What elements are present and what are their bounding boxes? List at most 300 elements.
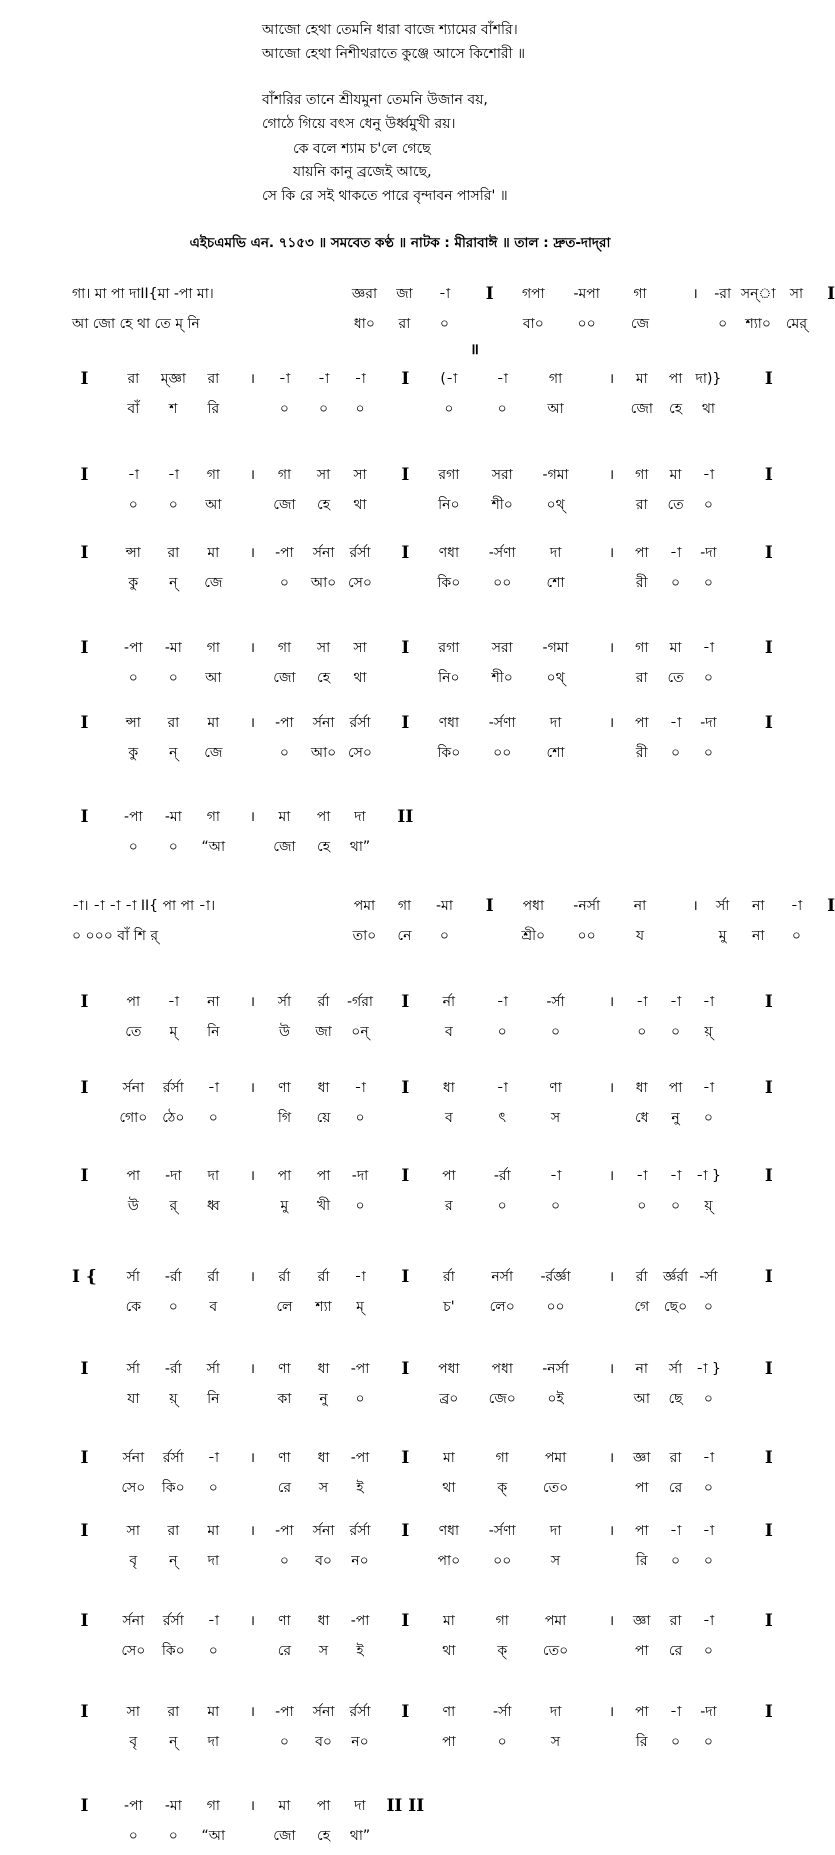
note-cell: পা (634, 1704, 649, 1720)
note-cell: -দা (700, 1704, 717, 1720)
note-cell: না (752, 898, 765, 914)
notation-row (0, 925, 800, 947)
bar-line: I (764, 369, 773, 389)
note-cell: জে (204, 575, 223, 591)
note-cell: -া (702, 1613, 715, 1629)
notation-row (0, 836, 800, 858)
notation-row (0, 464, 800, 486)
note-cell: স (550, 1553, 561, 1569)
note-cell: ণধা (438, 545, 460, 561)
note-cell: মা (442, 1450, 455, 1466)
note-cell: জো (273, 670, 296, 686)
note-cell: -দা (351, 1168, 369, 1184)
note-cell: সন্‌া (740, 286, 776, 302)
note-cell: গা (206, 640, 220, 656)
note-cell: থা” (349, 839, 371, 855)
note-cell: কে (125, 1299, 142, 1315)
note-cell: -র্গরা (347, 994, 373, 1010)
lead-notation: আ জো হে থা তে ম্‌ নি (72, 316, 200, 332)
note-cell: ৎ (498, 1110, 506, 1126)
note-cell: ধা (635, 1080, 648, 1096)
note-cell: । (249, 371, 256, 387)
note-cell: ০০ (493, 575, 512, 591)
bar-line: I (80, 1166, 89, 1186)
note-cell: -র্রা (164, 1269, 182, 1285)
note-cell: ব০ (315, 1553, 332, 1569)
note-cell: ছে (668, 1391, 683, 1407)
note-cell: হে (317, 839, 331, 855)
lyric-line: আজো হেথা তেমনি ধারা বাজে শ্যামের বাঁশরি। (262, 22, 518, 38)
note-cell: ণা (278, 1613, 291, 1629)
note-cell: পধা (491, 1361, 513, 1377)
note-cell: ০০ (493, 1553, 512, 1569)
note-cell: জা (315, 1024, 332, 1040)
note-cell: উ (278, 1024, 290, 1040)
note-cell: ম্‌ (356, 1299, 364, 1315)
note-cell: -া (496, 371, 508, 387)
notation-row (0, 542, 800, 564)
note-cell: রি (207, 401, 220, 417)
note-cell: -গমা (542, 640, 569, 656)
note-cell: ০ (791, 928, 801, 944)
note-cell: দা (207, 1734, 220, 1750)
note-cell: ন্‌ (169, 745, 178, 761)
note-cell: না (633, 898, 647, 914)
note-cell: র্রর্সা (162, 1450, 184, 1466)
note-cell: সে০ (121, 1480, 146, 1496)
bar-line: I (764, 1702, 773, 1722)
note-cell: ০ (703, 575, 713, 591)
note-cell: -পা (350, 1613, 370, 1629)
note-cell: ম্জ্ঞা (160, 371, 186, 387)
note-cell: জো (273, 839, 296, 855)
note-cell: ০ (279, 745, 289, 761)
note-cell: ধা (317, 1450, 330, 1466)
note-cell: ০ (703, 745, 713, 761)
note-cell: ০ (550, 1024, 561, 1040)
note-cell: -মা (164, 640, 182, 656)
notation-row (0, 368, 800, 390)
note-cell: ০ (703, 1391, 713, 1407)
note-cell: নে (397, 928, 412, 944)
note-cell: ০ (439, 316, 449, 332)
note-cell: ০থ্‌ (546, 670, 565, 686)
note-cell: ধা (317, 1080, 330, 1096)
note-cell: পা (316, 809, 331, 825)
note-cell: র্সা (277, 994, 292, 1010)
note-cell: র্সা (126, 1361, 140, 1377)
note-cell: তে০ (542, 1643, 569, 1659)
note-cell: র্সনা (312, 715, 335, 731)
note-cell: ধা০ (353, 316, 375, 332)
bar-line: I (764, 1166, 773, 1186)
note-cell: ০ (497, 1198, 507, 1214)
note-cell: ক্‌ (497, 1480, 508, 1496)
notation-row (0, 667, 800, 689)
notation-row (0, 1447, 800, 1469)
note-cell: । (249, 1269, 256, 1285)
note-cell: ০ (279, 575, 289, 591)
note-cell: র্সনা (312, 545, 335, 561)
note-cell: ০ (670, 1734, 681, 1750)
note-cell: ০ (637, 1024, 647, 1040)
bar-line: I (764, 713, 773, 733)
bar-line: I (80, 1359, 89, 1379)
note-cell: কু (128, 745, 139, 761)
note-cell: রা (635, 497, 648, 513)
note-cell: পা (668, 371, 683, 387)
notation-row (0, 1731, 800, 1753)
note-cell: ই (356, 1643, 364, 1659)
note-cell: র্রা (442, 1269, 455, 1285)
note-cell: র্সা (126, 1269, 140, 1285)
note-cell: -া (702, 640, 715, 656)
note-cell: পা (442, 1734, 456, 1750)
note-cell: র (445, 1198, 453, 1214)
note-cell: -া (278, 371, 291, 387)
note-cell: ন০ (351, 1553, 369, 1569)
notation-row (0, 1550, 800, 1572)
note-cell: ০ (168, 670, 178, 686)
note-cell: -া (669, 1523, 682, 1539)
notation-row (0, 806, 800, 828)
notation-row (0, 1610, 800, 1632)
note-cell: রে (668, 1643, 683, 1659)
bar-line: I (80, 807, 89, 827)
bar-line: II II (386, 1796, 425, 1816)
note-cell: -া (702, 1450, 715, 1466)
note-cell: থা” (349, 1828, 371, 1844)
note-cell: -পা (275, 1704, 294, 1720)
note-cell: দা)} (695, 371, 722, 387)
note-cell: জ্ঞরা (351, 286, 378, 302)
note-cell: (-া (440, 371, 458, 387)
note-cell: গা (633, 286, 647, 302)
lyric-line: কে বলে শ্যাম চ'লে গেছে (293, 141, 431, 157)
note-cell: মা (278, 1798, 291, 1814)
note-cell: মা (207, 545, 220, 561)
note-cell: -মপা (573, 286, 600, 302)
note-cell: সা (126, 1523, 140, 1539)
bar-line: I (764, 465, 773, 485)
note-cell: সে০ (121, 1643, 146, 1659)
note-cell: -পা (124, 640, 143, 656)
note-cell: ঠে০ (162, 1110, 185, 1126)
note-cell: -পা (124, 809, 143, 825)
note-cell: জো (273, 1828, 296, 1844)
note-cell: ন০ (351, 1734, 369, 1750)
bar-line: I (401, 369, 410, 389)
notation-row (0, 398, 800, 420)
note-cell: -নর্সা (573, 898, 601, 914)
notation-row (0, 742, 800, 764)
bar-line: I (401, 1611, 410, 1631)
note-cell: তে (125, 1024, 142, 1040)
note-cell: গা (277, 640, 292, 656)
note-cell: ন্‌ (169, 1734, 178, 1750)
note-cell: পা (634, 1523, 649, 1539)
notation-row (0, 895, 835, 917)
note-cell: র্রা (207, 1269, 220, 1285)
bar-line: I (485, 284, 494, 304)
note-cell: ০ (703, 1480, 713, 1496)
note-cell: -া (702, 1523, 715, 1539)
note-cell: পা (277, 1168, 292, 1184)
bar-line: I (80, 543, 89, 563)
bar-line: I (485, 896, 494, 916)
note-cell: মা (207, 715, 220, 731)
lyric-line: বাঁশরির তানে শ্রীযমুনা তেমনি উজান বয়, (262, 92, 488, 108)
note-cell: ম্‌ (169, 1024, 178, 1040)
bar-line: I (401, 1078, 410, 1098)
note-cell: র্রর্সা (349, 1704, 371, 1720)
note-cell: থা (353, 497, 367, 513)
bar-line: I (80, 1448, 89, 1468)
note-cell: -দা (165, 1168, 182, 1184)
note-cell: জ্ঞা (633, 1450, 651, 1466)
notation-row (0, 1825, 800, 1847)
bar-line: I (764, 1611, 773, 1631)
note-cell: স (318, 1480, 329, 1496)
note-cell: গো০ (119, 1110, 148, 1126)
note-cell: সা (353, 640, 367, 656)
note-cell: র্না (442, 994, 456, 1010)
notation-row (0, 1795, 800, 1817)
note-cell: স (318, 1643, 329, 1659)
note-cell: দা (207, 1553, 220, 1569)
note-cell: ০ (703, 497, 713, 513)
note-cell: ব (444, 1024, 453, 1040)
note-cell: রী (635, 745, 648, 761)
note-cell: ব০ (315, 1734, 332, 1750)
note-cell: মা (669, 467, 682, 483)
bar-line: I (80, 1521, 89, 1541)
note-cell: ০ (279, 401, 289, 417)
notation-row (0, 572, 800, 594)
note-cell: -র্সণা (488, 545, 516, 561)
note-cell: -পা (275, 545, 294, 561)
note-cell: সরা (491, 640, 513, 656)
note-cell: রে (668, 1480, 683, 1496)
bar-line: I (80, 638, 89, 658)
note-cell: শী০ (491, 670, 513, 686)
note-cell: পা (316, 1798, 331, 1814)
notation-row (0, 1477, 800, 1499)
note-cell: র্রর্সা (349, 545, 371, 561)
lyric-line: আজো হেথা নিশীথরাতে কুঞ্জে আসে কিশোরী ॥ (262, 46, 525, 62)
note-cell: পা (634, 1643, 649, 1659)
note-cell: যা (127, 1391, 140, 1407)
note-cell: তে০ (542, 1480, 569, 1496)
note-cell: রা (669, 1613, 682, 1629)
notation-row (0, 313, 808, 335)
note-cell: গা (206, 467, 220, 483)
note-cell: ০ (168, 497, 178, 513)
note-cell: । (249, 640, 256, 656)
note-cell: ০ (703, 670, 713, 686)
lead-notation: গা। মা পা দাII{মা -পা মা। (72, 286, 214, 302)
note-cell: ০ (444, 401, 454, 417)
note-cell: দা (549, 545, 562, 561)
note-cell: ব্র০ (439, 1391, 459, 1407)
note-cell: র্রর্সা (162, 1080, 184, 1096)
note-cell: ০ (670, 1198, 681, 1214)
note-cell: -র্সা (493, 1704, 512, 1720)
note-cell: জ্ঞা (633, 1613, 651, 1629)
note-cell: ০ (208, 1480, 218, 1496)
note-cell: নি (207, 1391, 220, 1407)
bar-line: I (827, 284, 835, 304)
note-cell: -া (549, 1168, 562, 1184)
note-cell: । (608, 640, 615, 656)
note-cell: ০ (670, 1024, 681, 1040)
note-cell: র্রা (635, 1269, 648, 1285)
note-cell: -া (669, 1168, 682, 1184)
note-cell: ণধা (438, 715, 460, 731)
notation-row (0, 494, 800, 516)
note-cell: মা (278, 809, 291, 825)
note-cell: কি০ (161, 1643, 185, 1659)
lead-notation: ০ ০০০ বাঁ শি র্‌ (72, 928, 159, 944)
note-cell: । (249, 1080, 256, 1096)
note-cell: ০ (497, 1024, 507, 1040)
bar-line: II (397, 807, 414, 827)
note-cell: য (635, 928, 645, 944)
note-cell: পমা (353, 898, 376, 914)
notation-row (0, 1021, 800, 1043)
note-cell: জে (204, 745, 223, 761)
note-cell: গা (635, 640, 649, 656)
note-cell: মু (280, 1198, 289, 1214)
note-cell: গা (206, 1798, 220, 1814)
note-cell: পা (634, 715, 649, 731)
note-cell: ণা (278, 1080, 291, 1096)
note-cell: ০ (637, 1198, 647, 1214)
note-cell: পধা (438, 1361, 460, 1377)
note-cell: তে (667, 497, 684, 513)
bar-line: I (764, 992, 773, 1012)
note-cell: ০ (497, 1734, 507, 1750)
note-cell: ০ (355, 1391, 365, 1407)
notation-row (0, 637, 800, 659)
note-cell: র্জ্ঞর্রা (662, 1269, 689, 1285)
note-cell: । (249, 1704, 256, 1720)
bar-line: I (401, 1267, 410, 1287)
note-cell: গে (634, 1299, 650, 1315)
note-cell: রা (669, 1450, 682, 1466)
note-cell: -পা (350, 1450, 370, 1466)
bar-line: I (764, 1078, 773, 1098)
note-cell: জো (630, 401, 653, 417)
note-cell: পধা (522, 898, 545, 914)
note-cell: দা (549, 715, 562, 731)
note-cell: সা (316, 467, 331, 483)
song-heading: এইচএমভি এন. ৭১৫৩ ॥ সমবেত কণ্ঠ ॥ নাটক : মীরাবাঈ ॥ তাল : দ্রুত-দাদ্‌রা (189, 235, 611, 251)
notation-row (0, 283, 835, 305)
note-cell: মা (442, 1613, 455, 1629)
note-cell: -র্রা (164, 1361, 182, 1377)
note-cell: -া (207, 1613, 220, 1629)
note-cell: ধা (442, 1080, 455, 1096)
note-cell: সা (789, 286, 804, 302)
note-cell: -র্সণা (488, 715, 516, 731)
notation-row (0, 1296, 800, 1318)
note-cell: র্রা (317, 994, 330, 1010)
note-cell: মা (207, 1704, 220, 1720)
note-cell: ধে (635, 1110, 649, 1126)
note-cell: ব (444, 1110, 453, 1126)
note-cell: শো (546, 575, 565, 591)
note-cell: না (207, 994, 220, 1010)
note-cell: বা০ (522, 316, 544, 332)
bar-line: I (401, 1702, 410, 1722)
note-cell: লে (276, 1299, 293, 1315)
note-cell: ন্‌ (169, 1553, 178, 1569)
note-cell: য়ে (316, 1110, 331, 1126)
note-cell: রে (277, 1643, 292, 1659)
note-cell: । (608, 1704, 615, 1720)
note-cell: জো (273, 497, 296, 513)
note-cell: -া (669, 1704, 682, 1720)
note-cell: ব (209, 1299, 218, 1315)
note-cell: র্‌ (169, 1198, 178, 1214)
note-cell: দা (354, 809, 366, 825)
bar-line: I (80, 1611, 89, 1631)
note-cell: ০ (168, 839, 178, 855)
note-cell: । (249, 545, 256, 561)
note-cell: ০০ (546, 1299, 565, 1315)
note-cell: মের্‌ (785, 316, 808, 332)
note-cell: রা (127, 371, 140, 387)
note-cell: চ' (443, 1299, 455, 1315)
note-cell: । (608, 1450, 615, 1466)
note-cell: রা (167, 1523, 180, 1539)
note-cell: ০ (497, 401, 507, 417)
note-cell: ০ (128, 839, 138, 855)
note-cell: রা (398, 316, 411, 332)
note-cell: পা (668, 1080, 683, 1096)
note-cell: -া (496, 1080, 508, 1096)
note-cell: গা (635, 467, 649, 483)
note-cell: -পা (124, 1798, 143, 1814)
note-cell: লে০ (489, 1299, 515, 1315)
note-cell: হে (317, 497, 331, 513)
note-cell: গা (548, 371, 563, 387)
note-cell: ০ (703, 1110, 713, 1126)
note-cell: না (752, 928, 765, 944)
note-cell: । (608, 994, 615, 1010)
note-cell: মু (718, 928, 727, 944)
note-cell: রগা (438, 467, 460, 483)
note-cell: পমা (544, 1450, 567, 1466)
note-cell: রা (207, 371, 220, 387)
note-cell: -া (438, 286, 451, 302)
note-cell: ণা (278, 1450, 291, 1466)
note-cell: -র্সণা (488, 1523, 516, 1539)
note-cell: নু (319, 1391, 328, 1407)
note-cell: ই (356, 1480, 364, 1496)
note-cell: র্সা (716, 898, 730, 914)
note-cell: “আ (201, 839, 226, 855)
note-cell: -া (790, 898, 803, 914)
note-cell: গা (495, 1450, 509, 1466)
note-cell: ০ (128, 497, 138, 513)
note-cell: গা (397, 898, 412, 914)
note-cell: -া (354, 1269, 366, 1285)
note-cell: ০ (279, 1734, 289, 1750)
note-cell: ০ (550, 1198, 561, 1214)
note-cell: রি (635, 1734, 648, 1750)
